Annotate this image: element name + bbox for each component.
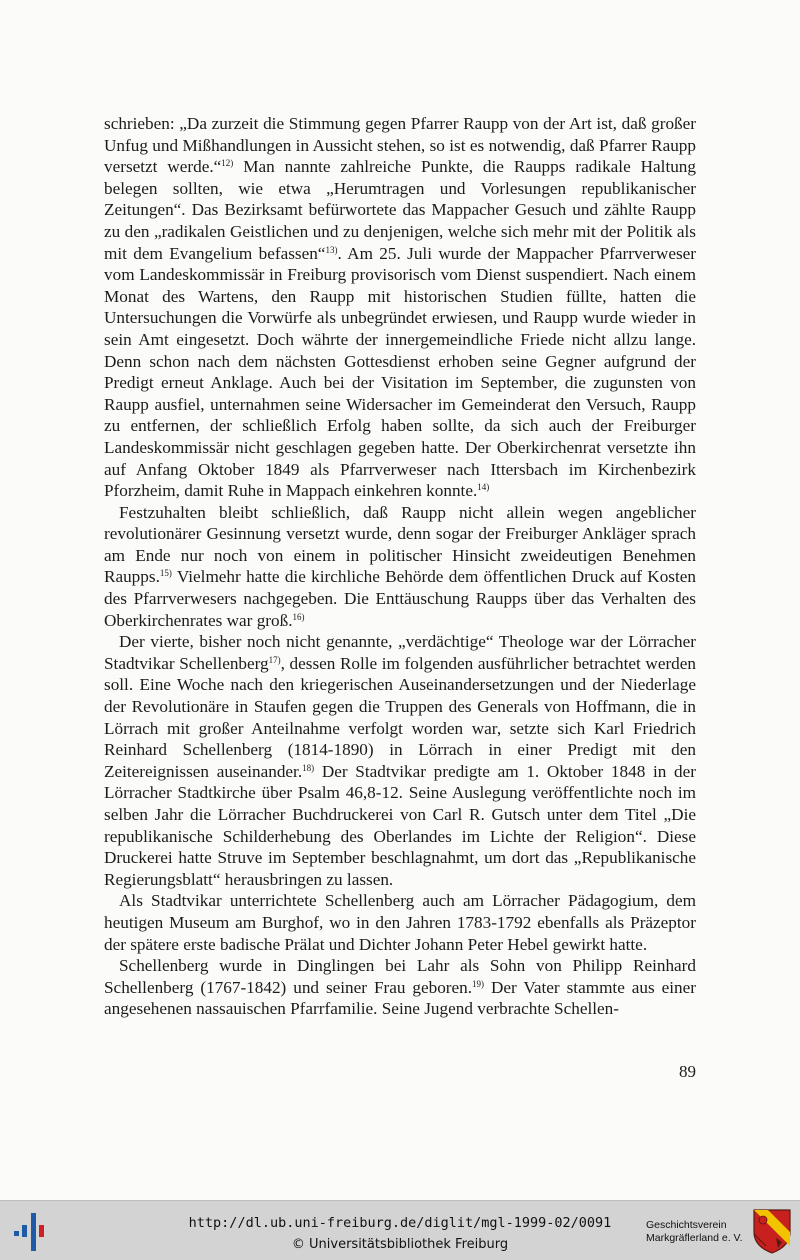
coat-of-arms-icon[interactable]	[752, 1208, 792, 1254]
society-name-line1: Geschichtsverein	[646, 1219, 727, 1231]
text-run: Festzuhalten bleibt schließlich, daß Raupp nicht allein wegen angeblicher revolutionärer Gesinnung versetzt wurde, denn sogar der Freiburger Ankläger sprach am Ende nur noch von einem in politischer Hinsicht zweideutigen Benehmen Raupps.	[104, 502, 696, 587]
ub-freiburg-logo-icon[interactable]	[10, 1211, 50, 1253]
text-run: Schellenberg wurde in Dinglingen bei Lahr als Sohn von Philipp Reinhard Schellenberg (1767-1842) und seiner Frau geboren.	[104, 956, 696, 997]
paragraph	[104, 113, 696, 502]
text-run: Man nannte zahlreiche Punkte, die Raupps radikale Haltung belegen sollten, wie etwa „Herumtragen und Vorlesungen republikanischer Zeitungen“. Das Bezirksamt befürwortete das Mappacher Gesuch und zählte Raupp zu den „radikalen Geistlichen und zu denjenigen, welche sich mehr mit der Politik als mit dem Evangelium befassen“	[104, 157, 696, 263]
footnote-marker: 12)	[221, 158, 234, 169]
text-run: Als Stadtvikar unterrichtete Schellenberg auch am Lörracher Pädagogium, dem heutigen Museum am Burghof, wo in den Jahren 1783-1792 ebenfalls als Präzeptor der spätere erste badische Prälat und Dichter Johann Peter Hebel gewirkt hatte.	[104, 891, 696, 954]
text-run: Der vierte, bisher noch nicht genannte, „verdächtige“ Theologe war der Lörracher Stadtvikar Schellenberg	[104, 632, 696, 673]
footnote-marker: 13)	[325, 244, 338, 255]
footnote-marker: 17)	[268, 654, 281, 665]
paragraph	[104, 890, 696, 955]
paragraph	[104, 955, 696, 1020]
society-name	[646, 1219, 748, 1245]
paragraph	[104, 502, 696, 632]
text-run: , dessen Rolle im folgenden ausführlicher betrachtet werden soll. Eine Woche nach den kriegerischen Auseinandersetzungen und der Niederlage der Revolutionäre in Staufen gegen die Truppen des Generals von Hoffmann, die in Lörrach mit großer Anteilnahme verfolgt worden war, setzte sich Karl Friedrich Reinhard Schellenberg (1814-1890) in Lörrach in einer Predigt mit den Zeitereignissen auseinander.	[104, 653, 696, 781]
footnote-marker: 19)	[472, 978, 485, 989]
text-run: . Am 25. Juli wurde der Mappacher Pfarrverweser vom Landeskommissär in Freiburg provisorisch vom Dienst suspendiert. Nach einem Monat des Wartens, den Raupp mit historischen Studien füllte, hatten die Untersuchungen die Vorwürfe als unbegründet erwiesen, und Raupp wurde wieder in sein Amt eingesetzt. Doch währte der innergemeindliche Friede nicht allzu lange. Denn schon nach dem nächsten Gottesdienst erhoben seine Gegner aufgrund der Predigt erneut Anklage. Auch bei der Visitation im September, die zugunsten von Raupp ausfiel, unternahmen seine Widersacher im Gemeinderat den Versuch, Raupp zu entfernen, der schließlich Erfolg haben sollte, da sich auch der Freiburger Landeskommissär nicht geschlagen gegeben hatte. Der Oberkirchenrat versetzte ihn auf Anfang Oktober 1849 als Pfarrverweser nach Ittersbach im Kirchenbezirk Pforzheim, damit Ruhe in Mappach einkehren konnte.	[104, 243, 696, 501]
body-text	[104, 113, 696, 1020]
text-run: Vielmehr hatte die kirchliche Behörde dem öffentlichen Druck auf Kosten des Pfarrverwesers nachgegeben. Die Enttäuschung Raupps über das Verhalten des Oberkirchenrates war groß.	[104, 567, 696, 630]
footnote-marker: 15)	[159, 568, 172, 579]
footer-copyright: © Universitätsbibliothek Freiburg	[291, 1237, 509, 1252]
footnote-marker: 14)	[477, 482, 490, 493]
footnote-marker: 16)	[292, 611, 305, 622]
text-run: schrieben: „Da zurzeit die Stimmung gegen Pfarrer Raupp von der Art ist, daß großer Unfug und Mißhandlungen in Aussicht stehen, so ist es notwendig, daß Pfarrer Raupp versetzt werde.“	[104, 114, 696, 177]
paragraph	[104, 631, 696, 890]
footnote-marker: 18)	[302, 762, 315, 773]
text-run: Der Vater stammte aus einer angesehenen nassauischen Pfarrfamilie. Seine Jugend verbrachte Schellen-	[104, 977, 696, 1019]
page-number: 89	[679, 1062, 696, 1081]
society-name-line2: Markgräflerland e. V.	[646, 1232, 743, 1244]
footer-url-link[interactable]: http://dl.ub.uni-freiburg.de/diglit/mgl-1999-02/0091	[188, 1215, 612, 1231]
footer-bar	[0, 1200, 800, 1260]
text-run: Der Stadtvikar predigte am 1. Oktober 1848 in der Lörracher Stadtkirche über Psalm 46,8-12. Seine Auslegung veröffentlichte noch im selben Jahr die Lörracher Buchdruckerei von Carl R. Gutsch unter dem Titel „Die republikanische Schilderhebung des Oberlandes im Lichte der Religion“. Diese Druckerei hatte Struve im September beschlagnahmt, um dort das „Republikanische Regierungsblatt“ herausbringen zu lassen.	[104, 761, 697, 889]
